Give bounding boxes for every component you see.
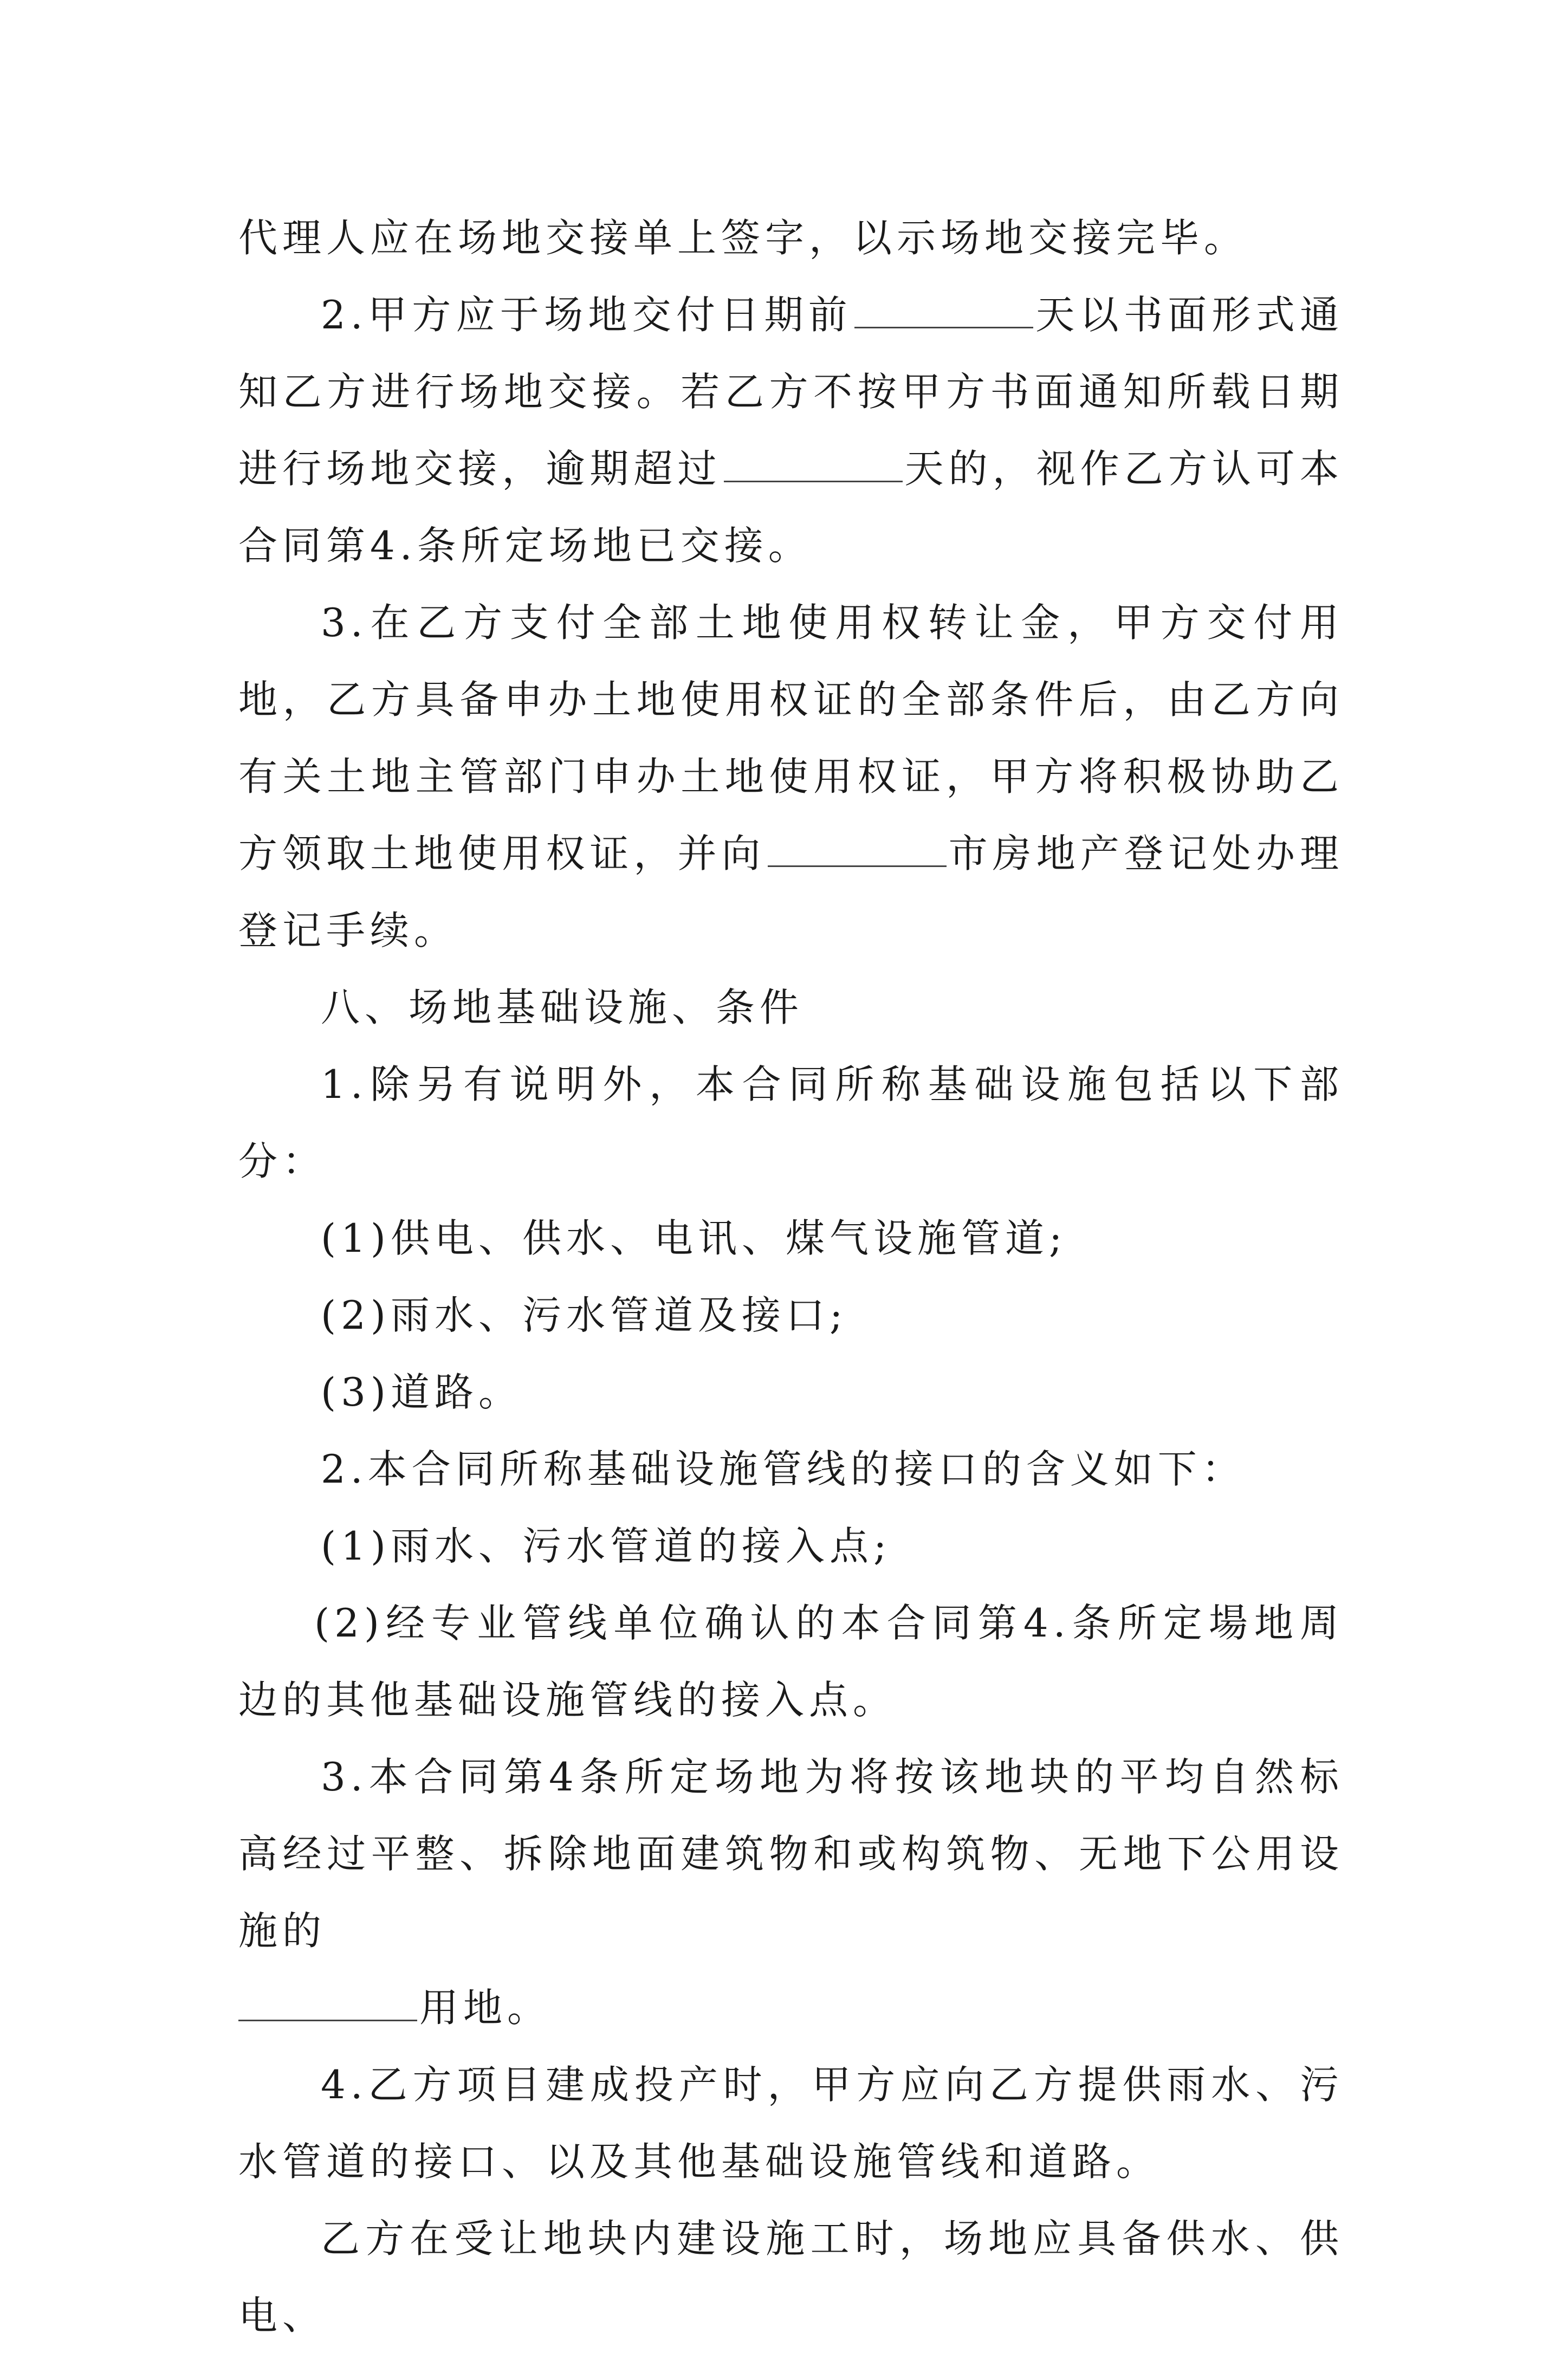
paragraph-infra-2 <box>238 1431 1344 1508</box>
list-item-text: (1)雨水、污水管道的接入点; <box>321 1523 892 1569</box>
paragraph-construction <box>238 2200 1344 2354</box>
paragraph-text: 用地。 <box>419 1985 552 2030</box>
blank-city <box>768 833 947 867</box>
paragraph-infra-3-continuation <box>238 1969 1344 2046</box>
paragraph-text: 市房地产登记处办理登记手续。 <box>238 831 1344 953</box>
paragraph-text: 3.在乙方支付全部土地使用权转让金，甲方交付用地，乙方具备申办土地使用权证的全部条件后，由乙方向有关土地主管部门申办土地使用权证，甲方将积极协助乙方领取土地使用权证，并向 <box>238 600 1344 876</box>
document-body <box>238 199 1344 2354</box>
paragraph-text: 1.除另有说明外，本合同所称基础设施包括以下部分： <box>238 1062 1344 1184</box>
blank-days-overdue <box>724 448 903 482</box>
paragraph-text: 天的，视作乙方认可本合同第4.条所定场地已交接。 <box>238 446 1344 568</box>
list-item-infra-1-3 <box>238 1354 1344 1431</box>
list-item-infra-1-2 <box>238 1277 1344 1354</box>
blank-land-type <box>238 1987 417 2021</box>
paragraph-text: 代理人应在场地交接单上签字，以示场地交接完毕。 <box>238 215 1248 261</box>
section-heading-infrastructure <box>238 969 1344 1046</box>
list-item-infra-1-1 <box>238 1200 1344 1277</box>
heading-text: 八、场地基础设施、条件 <box>321 985 804 1030</box>
paragraph-text: 2.甲方应于场地交付日期前 <box>321 292 853 338</box>
list-item-text: (2)雨水、污水管道及接口; <box>321 1292 848 1338</box>
blank-days-notice <box>854 294 1033 328</box>
list-item-infra-2-2 <box>238 1585 1344 1738</box>
paragraph-text: 3.本合同第4条所定场地为将按该地块的平均自然标高经过平整、拆除地面建筑物和或构筑物、无地下公用设施的 <box>238 1754 1344 1954</box>
paragraph-clause-2 <box>238 276 1344 584</box>
paragraph-clause-3 <box>238 584 1344 969</box>
list-item-infra-2-1 <box>238 1508 1344 1585</box>
list-item-text: (1)供电、供水、电讯、煤气设施管道; <box>321 1215 1067 1261</box>
list-item-text: (2)经专业管线单位确认的本合同第4.条所定場地周边的其他基础设施管线的接入点。 <box>238 1600 1344 1723</box>
paragraph-text: 天以书面形式通知乙方进行场地交接。若乙方不按甲方书面通知所载日期进行场地交接，逾期超过 <box>238 292 1344 492</box>
list-item-text: (3)道路。 <box>321 1369 522 1415</box>
paragraph-handover-signature <box>238 199 1344 276</box>
paragraph-infra-1 <box>238 1046 1344 1200</box>
paragraph-text: 4.乙方项目建成投产时，甲方应向乙方提供雨水、污水管道的接口、以及其他基础设施管线和道路。 <box>238 2062 1344 2184</box>
paragraph-text: 2.本合同所称基础设施管线的接口的含义如下： <box>321 1446 1246 1492</box>
paragraph-text: 乙方在受让地块内建设施工时，场地应具备供水、供电、 <box>238 2216 1344 2338</box>
paragraph-infra-3 <box>238 1738 1344 1969</box>
paragraph-infra-4 <box>238 2046 1344 2200</box>
